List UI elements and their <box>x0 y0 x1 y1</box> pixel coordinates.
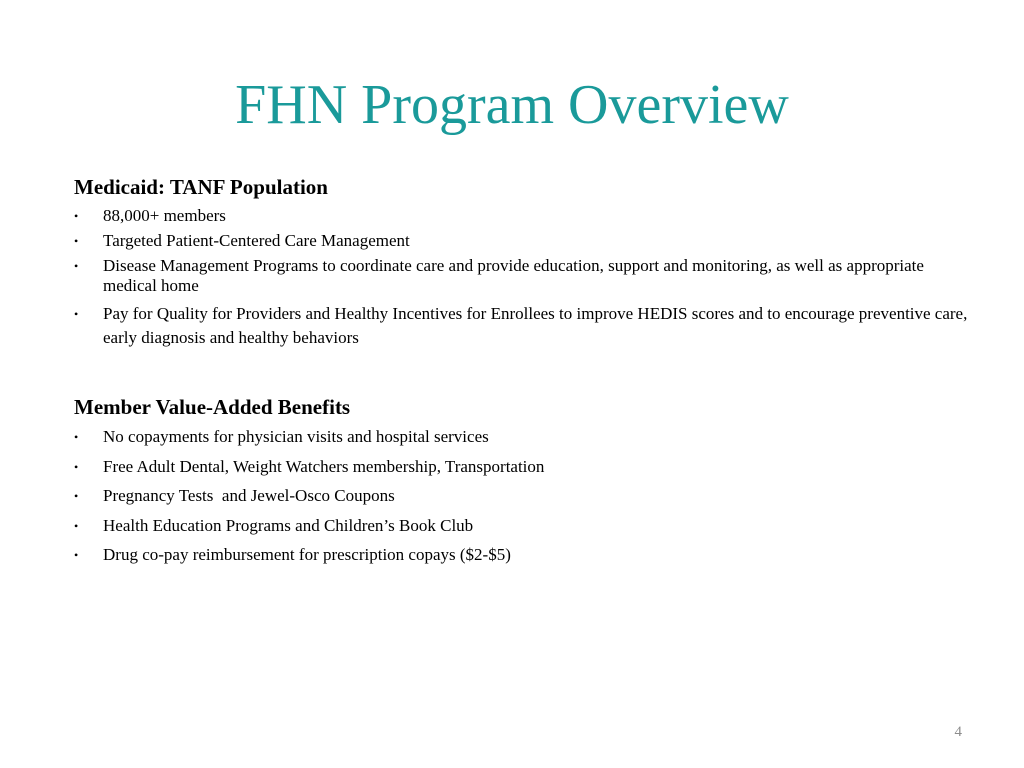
section-heading: Member Value-Added Benefits <box>74 395 351 419</box>
list-item <box>74 256 974 296</box>
bullet-list <box>74 206 974 350</box>
list-item-text: Free Adult Dental, Weight Watchers membership, Transportation <box>103 456 545 476</box>
list-item-text: 88,000+ members <box>103 206 226 225</box>
list-item-text: Drug co-pay reimbursement for prescription copays ($2-$5) <box>103 545 511 564</box>
section-heading: Medicaid: TANF Population <box>74 175 328 199</box>
list-item <box>74 457 974 477</box>
bullet-icon: • <box>74 518 79 533</box>
list-item <box>74 206 974 226</box>
slide-title: FHN Program Overview <box>235 74 789 136</box>
list-item <box>74 486 974 506</box>
bullet-icon: • <box>74 259 79 273</box>
bullet-icon: • <box>74 430 79 444</box>
bullet-list <box>74 427 974 565</box>
list-item <box>74 427 974 447</box>
list-item-text: Health Education Programs and Children’s Book Club <box>103 515 474 535</box>
list-item-text: No copayments for physician visits and hospital services <box>103 427 489 446</box>
list-item <box>74 516 974 536</box>
bullet-icon: • <box>74 307 79 321</box>
list-item <box>74 231 974 251</box>
bullet-icon: • <box>74 234 79 248</box>
list-item-text: Pregnancy Tests and Jewel-Osco Coupons <box>103 486 395 505</box>
page-number: 4 <box>954 724 962 740</box>
list-item <box>74 545 974 565</box>
list-item-text: Disease Management Programs to coordinate care and provide education, support and monitoring, as well as appropriate medical home <box>103 256 924 295</box>
section-medicaid-tanf <box>74 174 974 355</box>
section-member-benefits <box>74 394 974 575</box>
bullet-icon: • <box>74 548 79 562</box>
list-item <box>74 302 974 350</box>
list-item-text: Targeted Patient-Centered Care Management <box>103 231 410 250</box>
bullet-icon: • <box>74 489 79 503</box>
bullet-icon: • <box>74 209 79 223</box>
list-item-text: Pay for Quality for Providers and Healthy Incentives for Enrollees to improve HEDIS scores and to encourage preventive care, early diagnosis and healthy behaviors <box>103 304 968 347</box>
bullet-icon: • <box>74 459 79 474</box>
